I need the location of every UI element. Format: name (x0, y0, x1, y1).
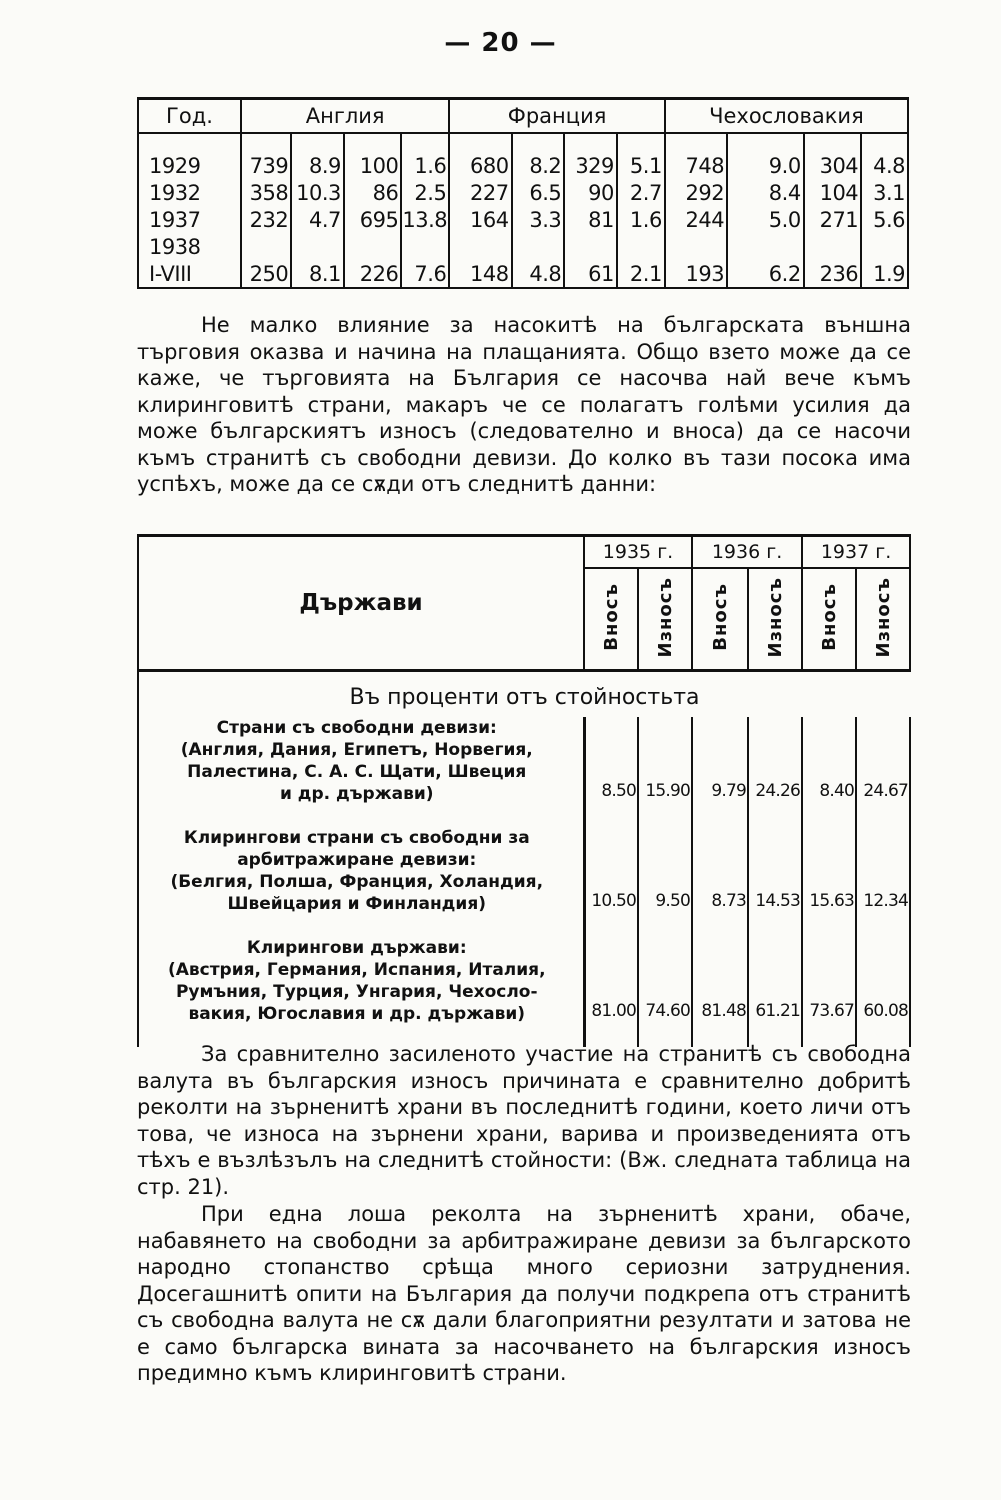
table2-header-states: Държави (138, 536, 584, 671)
value-cell: 24.26 (748, 717, 802, 805)
year-cell: 1929 (138, 152, 241, 179)
value-cell: 5.0 (727, 206, 804, 233)
subheader-import: Вносъ (692, 568, 748, 671)
value-cell: 250 (241, 260, 291, 288)
group-line: Палестина, С. А. С. Щати, Швеция (187, 762, 527, 782)
trade-table-by-country (137, 97, 909, 289)
value-cell: 1.6 (617, 206, 665, 233)
value-cell: 9.0 (727, 152, 804, 179)
value-cell: 358 (241, 179, 291, 206)
group-description (138, 937, 584, 1025)
group-line: и др. държави) (279, 784, 434, 804)
value-cell: 695 (344, 206, 401, 233)
group-description (138, 717, 584, 805)
value-cell: 10.50 (584, 827, 638, 915)
value-cell: 9.50 (638, 827, 692, 915)
table2-header-year-1937: 1937 г. (802, 536, 910, 569)
value-cell: 5.6 (861, 206, 908, 233)
table1-header-england: Англия (241, 99, 449, 134)
year-cell: 1938 (138, 233, 241, 260)
table-row (138, 260, 908, 288)
value-cell: 1.6 (401, 152, 449, 179)
value-cell: 15.63 (802, 827, 856, 915)
value-cell: 9.79 (692, 717, 748, 805)
value-cell: 8.4 (727, 179, 804, 206)
trade-share-table (137, 534, 911, 1047)
table-row (138, 233, 908, 260)
group-line: Румъния, Турция, Унгария, Чехосло- (175, 982, 538, 1002)
section-row (138, 671, 910, 718)
value-cell: 73.67 (802, 937, 856, 1025)
group-line: Клирингови държави: (246, 938, 467, 958)
table1-header-czechoslovakia: Чехословакия (665, 99, 908, 134)
value-cell: 61.21 (748, 937, 802, 1025)
table-row (138, 827, 910, 915)
table-row (138, 179, 908, 206)
value-cell: 81.48 (692, 937, 748, 1025)
year-cell: I-VIII (138, 260, 241, 288)
year-cell: 1932 (138, 179, 241, 206)
subheader-export: Износъ (856, 568, 910, 671)
group-description (138, 827, 584, 915)
value-cell: 8.9 (291, 152, 344, 179)
value-cell: 2.7 (617, 179, 665, 206)
value-cell: 236 (804, 260, 861, 288)
value-cell: 4.8 (512, 260, 565, 288)
value-cell: 227 (449, 179, 511, 206)
value-cell: 304 (804, 152, 861, 179)
value-cell: 104 (804, 179, 861, 206)
table2-year-header-row (138, 536, 910, 569)
value-cell: 739 (241, 152, 291, 179)
group-line: Клирингови страни съ свободни за (183, 828, 530, 848)
table1-header-year: Год. (138, 99, 241, 134)
section-title: Въ проценти отъ стойностьта (138, 671, 910, 718)
value-cell: 81.00 (584, 937, 638, 1025)
value-cell: 2.5 (401, 179, 449, 206)
table1-header-row (138, 99, 908, 134)
value-cell: 5.1 (617, 152, 665, 179)
value-cell: 164 (449, 206, 511, 233)
subheader-export: Износъ (748, 568, 802, 671)
table2-header-year-1935: 1935 г. (584, 536, 692, 569)
value-cell: 232 (241, 206, 291, 233)
value-cell: 24.67 (856, 717, 910, 805)
value-cell: 8.1 (291, 260, 344, 288)
value-cell: 3.1 (861, 179, 908, 206)
value-cell: 81 (564, 206, 617, 233)
value-cell: 226 (344, 260, 401, 288)
group-line: (Белгия, Полша, Франция, Холандия, (170, 872, 544, 892)
value-cell: 74.60 (638, 937, 692, 1025)
value-cell: 2.1 (617, 260, 665, 288)
value-cell: 748 (665, 152, 727, 179)
value-cell: 15.90 (638, 717, 692, 805)
value-cell: 1.9 (861, 260, 908, 288)
value-cell: 60.08 (856, 937, 910, 1025)
value-cell: 271 (804, 206, 861, 233)
table-row (138, 152, 908, 179)
table-row (138, 717, 910, 805)
table-row (138, 937, 910, 1025)
value-cell: 8.2 (512, 152, 565, 179)
value-cell: 10.3 (291, 179, 344, 206)
value-cell: 86 (344, 179, 401, 206)
page-number: — 20 — (444, 28, 557, 58)
value-cell: 13.8 (401, 206, 449, 233)
group-line: Страни съ свободни девизи: (216, 718, 497, 738)
value-cell: 148 (449, 260, 511, 288)
value-cell: 7.6 (401, 260, 449, 288)
value-cell: 329 (564, 152, 617, 179)
value-cell: 8.50 (584, 717, 638, 805)
value-cell: 680 (449, 152, 511, 179)
table-row (138, 206, 908, 233)
group-line: (Австрия, Германия, Испания, Италия, (167, 960, 546, 980)
value-cell: 14.53 (748, 827, 802, 915)
value-cell: 8.73 (692, 827, 748, 915)
value-cell: 244 (665, 206, 727, 233)
subheader-import: Вносъ (802, 568, 856, 671)
value-cell: 12.34 (856, 827, 910, 915)
group-line: (Англия, Дания, Египетъ, Норвегия, (180, 740, 533, 760)
value-cell: 292 (665, 179, 727, 206)
table1-header-france: Франция (449, 99, 665, 134)
group-line: вакия, Югославия и др. държави) (188, 1004, 526, 1024)
subheader-import: Вносъ (584, 568, 638, 671)
value-cell: 193 (665, 260, 727, 288)
value-cell: 3.3 (512, 206, 565, 233)
table2-header-year-1936: 1936 г. (692, 536, 802, 569)
subheader-export: Износъ (638, 568, 692, 671)
value-cell: 4.8 (861, 152, 908, 179)
paragraph-payments: Не малко влияние за насокитѣ на българската външна търговия оказва и начина на плащанията. Общо взето може да се каже, че търговията на България се насочва най вече къмъ клиринговитѣ страни, макаръ че се полагатъ голѣми усилия да може българскиятъ износъ (следователно и вноса) да се насочи къмъ странитѣ съ свободни девизи. До колко въ тази посока има успѣхъ, може да се сѫди отъ следнитѣ данни: (137, 313, 911, 496)
paragraph-bad-harvest: При една лоша реколта на зърненитѣ храни, обаче, набавянето на свободни за арбитражиране девизи за българското народно стопанство срѣща много сериозни затруднения. Досегашнитѣ опити на България да получи подкрепа отъ странитѣ съ свободна валута не сѫ дали благоприятни резултати и затова не е само българска вината за насочването на българския износъ предимно къмъ клиринговитѣ страни. (137, 1202, 911, 1385)
value-cell: 6.2 (727, 260, 804, 288)
value-cell: 90 (564, 179, 617, 206)
value-cell: 4.7 (291, 206, 344, 233)
value-cell: 61 (564, 260, 617, 288)
value-cell: 6.5 (512, 179, 565, 206)
paragraph-free-currency: За сравнително засиленото участие на странитѣ съ свободна валута въ българския износъ причината е сравнително добритѣ реколти на зърненитѣ храни въ последнитѣ години, което личи отъ това, че износа на зърнени храни, варива и произведенията отъ тѣхъ е възлѣзълъ на следнитѣ стойности: (Вж. следната таблица на стр. 21). (137, 1042, 911, 1199)
year-cell: 1937 (138, 206, 241, 233)
value-cell: 8.40 (802, 717, 856, 805)
value-cell: 100 (344, 152, 401, 179)
group-line: Швейцария и Финландия) (227, 894, 487, 914)
group-line: арбитражиране девизи: (237, 850, 477, 870)
